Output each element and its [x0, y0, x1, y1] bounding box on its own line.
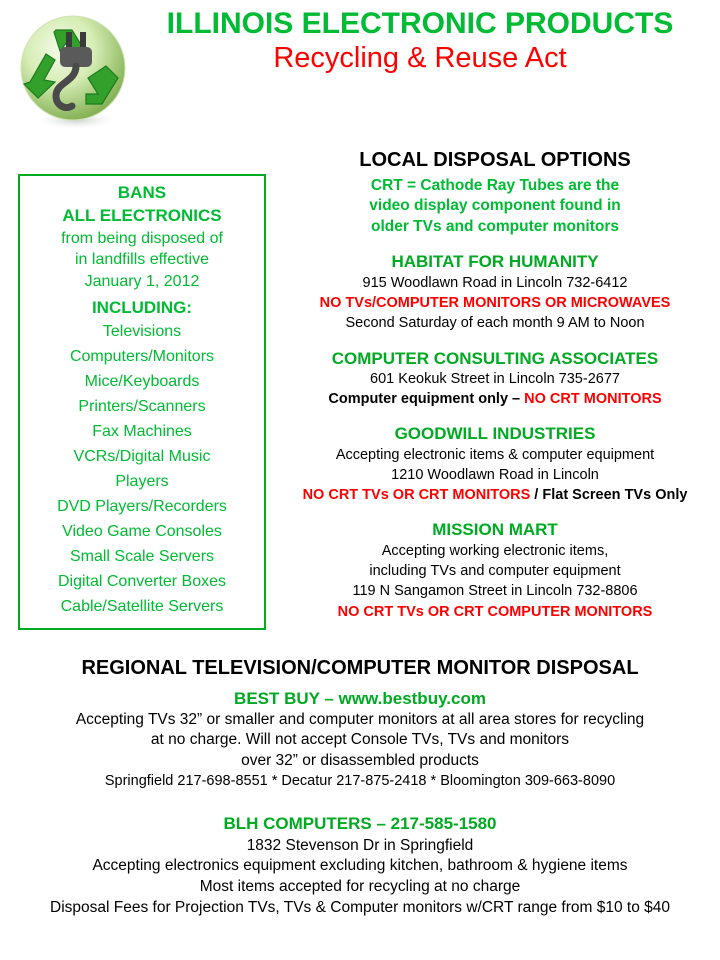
- main-columns: [0, 140, 720, 630]
- list-item: Players: [115, 472, 169, 490]
- list-item: Video Game Consoles: [62, 522, 222, 540]
- bans-title-line1: BANS: [117, 183, 167, 202]
- list-item: Televisions: [102, 323, 182, 341]
- store-blh-computers: [8, 813, 712, 918]
- org-restriction-emphasis: NO CRT TVs OR CRT MONITORS: [302, 487, 531, 504]
- crt-def-line1: CRT = Cathode Ray Tubes are the: [370, 177, 620, 194]
- store-contact: Springfield 217-698-8551 * Decatur 217-875-2418 * Bloomington 309-663-8090: [104, 772, 616, 789]
- org-computer-consulting-associates: [280, 348, 710, 410]
- store-name: BLH COMPUTERS – 217-585-1580: [223, 814, 497, 834]
- list-item: Printers/Scanners: [78, 398, 206, 416]
- local-disposal-section: [266, 144, 710, 622]
- bans-sub-line3: January 1, 2012: [84, 273, 200, 291]
- org-name: COMPUTER CONSULTING ASSOCIATES: [331, 348, 659, 368]
- store-detail: over 32” or disassembled products: [241, 752, 479, 770]
- org-accepting: Accepting electronic items & computer equipment: [335, 446, 655, 463]
- recycling-globe-plug-icon: [10, 8, 140, 138]
- bans-including-label: INCLUDING:: [91, 297, 193, 317]
- store-detail: at no charge. Will not accept Console TVs, TVs and monitors: [150, 731, 570, 749]
- org-goodwill-industries: [280, 423, 710, 505]
- org-name: HABITAT FOR HUMANITY: [391, 252, 599, 272]
- page-header: [0, 0, 720, 140]
- list-item: Mice/Keyboards: [84, 373, 200, 391]
- list-item: VCRs/Digital Music: [73, 447, 211, 465]
- list-item: Small Scale Servers: [69, 547, 215, 565]
- org-address: 915 Woodlawn Road in Lincoln 732-6412: [362, 274, 628, 291]
- list-item: DVD Players/Recorders: [57, 497, 227, 515]
- title-secondary: Recycling & Reuse Act: [273, 42, 567, 75]
- store-name: BEST BUY – www.bestbuy.com: [234, 688, 486, 708]
- org-restriction: [280, 485, 710, 505]
- list-item: Fax Machines: [92, 422, 192, 440]
- org-mission-mart: [280, 519, 710, 621]
- store-detail: Most items accepted for recycling at no charge: [199, 878, 521, 896]
- store-best-buy: [8, 688, 712, 792]
- section-title-local: LOCAL DISPOSAL OPTIONS: [359, 149, 631, 171]
- org-address: 601 Keokuk Street in Lincoln 735-2677: [370, 370, 620, 387]
- org-name: MISSION MART: [432, 520, 558, 540]
- bans-sub-line2: in landfills effective: [75, 251, 209, 269]
- section-title-regional: REGIONAL TELEVISION/COMPUTER MONITOR DISPOSAL: [81, 656, 639, 679]
- org-restriction-emphasis: NO CRT MONITORS: [524, 391, 662, 408]
- org-restriction-suffix: / Flat Screen TVs Only: [530, 487, 688, 504]
- org-restriction-prefix: Computer equipment only –: [328, 391, 525, 408]
- list-item: Computers/Monitors: [69, 348, 215, 366]
- crt-def-line3: older TVs and computer monitors: [370, 217, 620, 235]
- list-item: Digital Converter Boxes: [57, 572, 227, 590]
- org-hours: Second Saturday of each month 9 AM to Noon: [345, 315, 645, 332]
- org-address: 1210 Woodlawn Road in Lincoln: [391, 466, 599, 483]
- list-item: Cable/Satellite Servers: [60, 597, 224, 615]
- store-detail: 1832 Stevenson Dr in Springfield: [246, 836, 474, 854]
- page-title: [140, 8, 710, 75]
- store-detail: Accepting TVs 32” or smaller and computer monitors at all area stores for recycling: [75, 710, 645, 728]
- store-detail: Disposal Fees for Projection TVs, TVs & Computer monitors w/CRT range from $10 to $40: [50, 898, 670, 916]
- org-accepting-line2: including TVs and computer equipment: [369, 563, 621, 580]
- org-habitat-for-humanity: [280, 251, 710, 333]
- org-restriction: [280, 389, 710, 409]
- regional-disposal-section: [0, 656, 720, 919]
- crt-definition: [280, 176, 710, 237]
- bans-box: [18, 174, 266, 630]
- org-address: 119 N Sangamon Street in Lincoln 732-8806: [352, 583, 638, 600]
- title-primary: ILLINOIS ELECTRONIC PRODUCTS: [166, 7, 674, 40]
- org-restriction: NO TVs/COMPUTER MONITORS OR MICROWAVES: [319, 294, 671, 311]
- store-detail: Accepting electronics equipment excluding kitchen, bathroom & hygiene items: [92, 857, 628, 875]
- org-restriction: NO CRT TVs OR CRT COMPUTER MONITORS: [337, 603, 653, 620]
- bans-title-line2: ALL ELECTRONICS: [62, 205, 222, 225]
- org-accepting-line1: Accepting working electronic items,: [381, 542, 609, 559]
- org-name: GOODWILL INDUSTRIES: [394, 424, 596, 444]
- crt-def-line2: video display component found in: [369, 197, 621, 215]
- bans-sub-line1: from being disposed of: [61, 229, 223, 247]
